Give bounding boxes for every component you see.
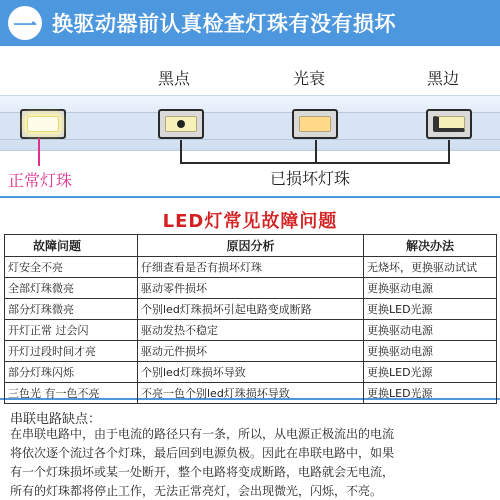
cell-solution: 更换LED光源: [364, 362, 497, 383]
fault-table: [4, 234, 497, 404]
label-black-edge: 黑边: [427, 69, 460, 88]
table-row: [5, 299, 497, 320]
cell-solution: 更换驱动电源: [364, 341, 497, 362]
normal-pointer-line: [38, 138, 40, 166]
cell-cause: 驱动零件损坏: [138, 278, 364, 299]
label-normal-bead: 正常灯珠: [8, 171, 73, 190]
header-problem: 故障问题: [5, 235, 138, 257]
led-chip-normal: [20, 109, 66, 139]
cell-solution: 更换驱动电源: [364, 320, 497, 341]
cell-problem: 全部灯珠微亮: [5, 278, 138, 299]
top-banner: [0, 0, 500, 46]
table-row: [5, 278, 497, 299]
separator-top: [0, 196, 500, 198]
cell-solution: 无烧坏，更换驱动试试: [364, 257, 497, 278]
fault-table-title: LED灯常见故障问题: [162, 211, 338, 232]
header-solution: 解决办法: [364, 235, 497, 257]
table-row: [5, 257, 497, 278]
cell-problem: 灯安全不亮: [5, 257, 138, 278]
led-chip-black-dot: [158, 109, 204, 139]
cell-cause: 驱动元件损坏: [138, 341, 364, 362]
cell-solution: 更换LED光源: [364, 299, 497, 320]
series-line: 将依次逐个流过各个灯珠，最后回到电源负极。因此在串联电路中，如果: [10, 446, 395, 460]
cell-problem: 部分灯珠微亮: [5, 299, 138, 320]
label-damaged-bead: 已损坏灯珠: [270, 169, 351, 188]
series-circuit-text: [10, 425, 494, 500]
damaged-bracket-stem: [315, 140, 317, 164]
header-cause: 原因分析: [138, 235, 364, 257]
cell-cause: 个别led灯珠损坏导致: [138, 362, 364, 383]
label-light-decay: 光衰: [293, 69, 326, 88]
led-strip-pcb: [0, 112, 500, 140]
series-line: 所有的灯珠都将停止工作，无法正常亮灯，会出现微光，闪烁，不亮。: [10, 484, 383, 498]
series-circuit-title: 串联电路缺点：: [10, 412, 102, 427]
table-header-row: [5, 235, 497, 257]
cell-problem: 开灯过段时间才亮: [5, 341, 138, 362]
cell-solution: 更换驱动电源: [364, 278, 497, 299]
series-line: 有一个灯珠损坏或某一处断开，整个电路将变成断路，电路就会无电流，: [10, 465, 395, 479]
table-row: [5, 341, 497, 362]
cell-problem: 三色光 有一色不亮: [5, 383, 138, 404]
cell-cause: 不亮一色个别led灯珠损坏导致: [138, 383, 364, 404]
cell-solution: 更换LED光源: [364, 383, 497, 404]
led-chip-light-decay: [292, 109, 338, 139]
cell-cause: 仔细查看是否有损坏灯珠: [138, 257, 364, 278]
label-black-dot: 黑点: [158, 69, 191, 88]
table-row: [5, 362, 497, 383]
table-row: [5, 383, 497, 404]
cell-problem: 部分灯珠闪烁: [5, 362, 138, 383]
cell-cause: 个别led灯珠损坏引起电路变成断路: [138, 299, 364, 320]
series-line: 在串联电路中，由于电流的路径只有一条，所以，从电源正极流出的电流: [10, 427, 395, 441]
cell-problem: 开灯正常 过会闪: [5, 320, 138, 341]
led-chip-black-edge: [426, 109, 472, 139]
cell-cause: 驱动发热不稳定: [138, 320, 364, 341]
table-row: [5, 320, 497, 341]
step-number-badge: 一: [8, 6, 42, 40]
banner-title: 换驱动器前认真检查灯珠有没有损坏: [52, 12, 396, 36]
